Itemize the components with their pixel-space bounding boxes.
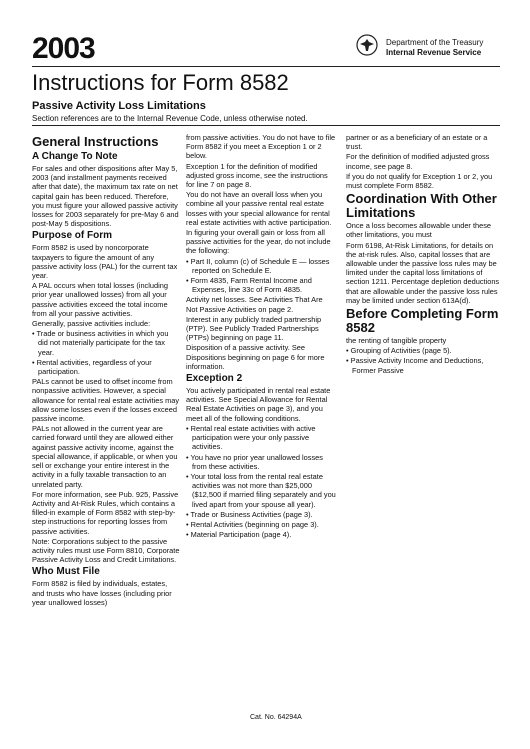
agency-name xyxy=(386,38,483,58)
bullet-2-3: • Rental real estate activities with active participation were your only passive activities. xyxy=(186,423,316,452)
bullet-2-6: • Trade or Business Activities (page 3). xyxy=(186,509,313,519)
paragraph-2-1: from passive activities. You do not have to file Form 8582 if you meet a Exception 1 or 2 below. xyxy=(186,133,336,161)
paragraph-change: For sales and other dispositions after May 5, 2003 (and installment payments received after that date), the maximum tax rate on net capital gain has been reduced. Therefore, you must figure your allowed passive activity losses for 2003 separately for pre-May 6 and post-May 5 dispositions. xyxy=(32,164,179,229)
heading-coordination: Coordination With Other Limitations xyxy=(346,191,497,221)
paragraph-3-2: For the definition of modified adjusted gross income, see page 8. xyxy=(346,152,490,171)
heading-before-completing: Before Completing Form 8582 xyxy=(346,306,499,336)
paragraph-2-8: You actively participated in rental real estate activities. See Special Allowance for Rental Real Estate Activities on page 3), and you meet all of the following conditions. xyxy=(186,386,331,423)
bullet-2-2: • Form 4835, Farm Rental Income and Expenses, line 33c of Form 4835. xyxy=(186,276,312,295)
bullet-2-1: • Part II, column (c) of Schedule E — losses reported on Schedule E. xyxy=(186,256,330,275)
agency-line-department: Department of the Treasury xyxy=(386,38,484,47)
section-reference-note: Section references are to the Internal Revenue Code, unless otherwise noted. xyxy=(32,114,308,123)
paragraph-2-5: Activity net losses. See Activities That Are Not Passive Activities on page 2. xyxy=(186,295,323,314)
paragraph-who: Form 8582 is filed by individuals, estates, and trusts who have losses (including prior year unallowed losses) xyxy=(32,579,172,607)
bullet-2-7: • Rental Activities (beginning on page 3). xyxy=(186,519,319,529)
bullet-2-5: • Your total loss from the rental real estate activities was not more than $25,000 ($12,500 if married filing separately and you lived apart from your spouse all year). xyxy=(186,471,336,509)
bullet-2-8: • Material Participation (page 4). xyxy=(186,530,292,540)
heading-exception-2: Exception 2 xyxy=(186,373,243,385)
heading-general-instructions: General Instructions xyxy=(32,134,159,149)
page-title: Instructions for Form 8582 xyxy=(32,70,289,95)
paragraph-2-4: In figuring your overall gain or loss from all passive activities for the year, do not include the following: xyxy=(186,228,331,256)
heading-a-change-to-note: A Change To Note xyxy=(32,151,118,162)
bullet-3-1: • Grouping of Activities (page 5). xyxy=(346,346,452,356)
paragraph-3-1: partner or as a beneficiary of an estate or a trust. xyxy=(346,133,488,152)
paragraph-purpose-5: PALs not allowed in the current year are carried forward until they are allowed either against passive activity income, against the special allowance, if applicable, or when you sell or exchange your entire interest in the activity in a fully taxable transaction to an unrelated party. xyxy=(32,424,178,489)
year: 2003 xyxy=(32,32,95,65)
header-bottom-rule xyxy=(32,125,500,126)
bullet-purpose-1: • Trade or business activities in which you did not materially participate for the tax year. xyxy=(32,329,169,357)
paragraph-purpose-6: For more information, see Pub. 925, Passive Activity and At-Risk Rules, which contains a filled-in example of Form 8582 with step-by-step instructions for reporting losses from passive activities. xyxy=(32,489,179,536)
column-1 xyxy=(32,133,180,705)
bullet-2-4: • You have no prior year unallowed losses from these activities. xyxy=(186,452,323,471)
paragraph-purpose-2: A PAL occurs when total losses (including prior year unallowed losses) from all your passive activities exceed the total income from all your passive activities. xyxy=(32,281,168,318)
paragraph-2-6: Interest in any publicly traded partnership (PTP). See Publicly Traded Partnerships (PTPs) beginning on page 11. xyxy=(186,314,322,343)
paragraph-3-4: Once a loss becomes allowable under these other limitations, you must xyxy=(346,221,492,240)
bullet-purpose-2: • Rental activities, regardless of your participation. xyxy=(32,357,152,377)
treasury-eagle-icon xyxy=(356,34,378,56)
paragraph-2-3: You do not have an overall loss when you combine all your passive rental real estate losses with your special allowance for rental real estate activities with active participation. xyxy=(186,190,332,227)
agency-line-irs: Internal Revenue Service xyxy=(386,48,482,57)
column-2 xyxy=(186,133,336,705)
paragraph-3-6: the renting of tangible property xyxy=(346,336,447,346)
column-3 xyxy=(346,133,502,705)
paragraph-purpose-1: Form 8582 is used by noncorporate taxpayers to figure the amount of any passive activity loss (PAL) for the current tax year. xyxy=(32,243,178,281)
paragraph-note: Note: Corporations subject to the passive activity rules must use Form 8810, Corporate Passive Activity Loss and Credit Limitations. xyxy=(32,536,180,565)
bullet-3-2: • Passive Activity Income and Deductions, Former Passive xyxy=(346,356,484,375)
paragraph-3-5: Form 6198, At-Risk Limitations, for details on the at-risk rules. Also, capital losses that are allowable under the passive loss rules may be limited under the capital loss limitations of section 1211. Percentage depletion deductions that are allowable under the passive loss rules may be limited under section 613A(d). xyxy=(346,240,500,305)
paragraph-2-7: Disposition of a passive activity. See Dispositions beginning on page 6 for more information. xyxy=(186,343,325,371)
paragraph-purpose-4: PALs cannot be used to offset income from nonpassive activities. However, a special allowance for rental real estate activities may allow some losses even if the losses exceed passive income. xyxy=(32,377,180,424)
paragraph-3-3: If you do not qualify for Exception 1 or 2, you must complete Form 8582. xyxy=(346,171,493,191)
page-subtitle: Passive Activity Loss Limitations xyxy=(32,100,206,112)
catalog-number: Cat. No. 64294A xyxy=(250,714,302,721)
paragraph-purpose-3: Generally, passive activities include: xyxy=(32,319,151,329)
heading-who-must-file: Who Must File xyxy=(32,566,100,578)
paragraph-2-2: Exception 1 for the definition of modified adjusted gross income, see the instructions for line 7 on page 8. xyxy=(186,161,328,190)
heading-purpose-of-form: Purpose of Form xyxy=(32,230,113,242)
header-top-rule xyxy=(32,66,500,67)
